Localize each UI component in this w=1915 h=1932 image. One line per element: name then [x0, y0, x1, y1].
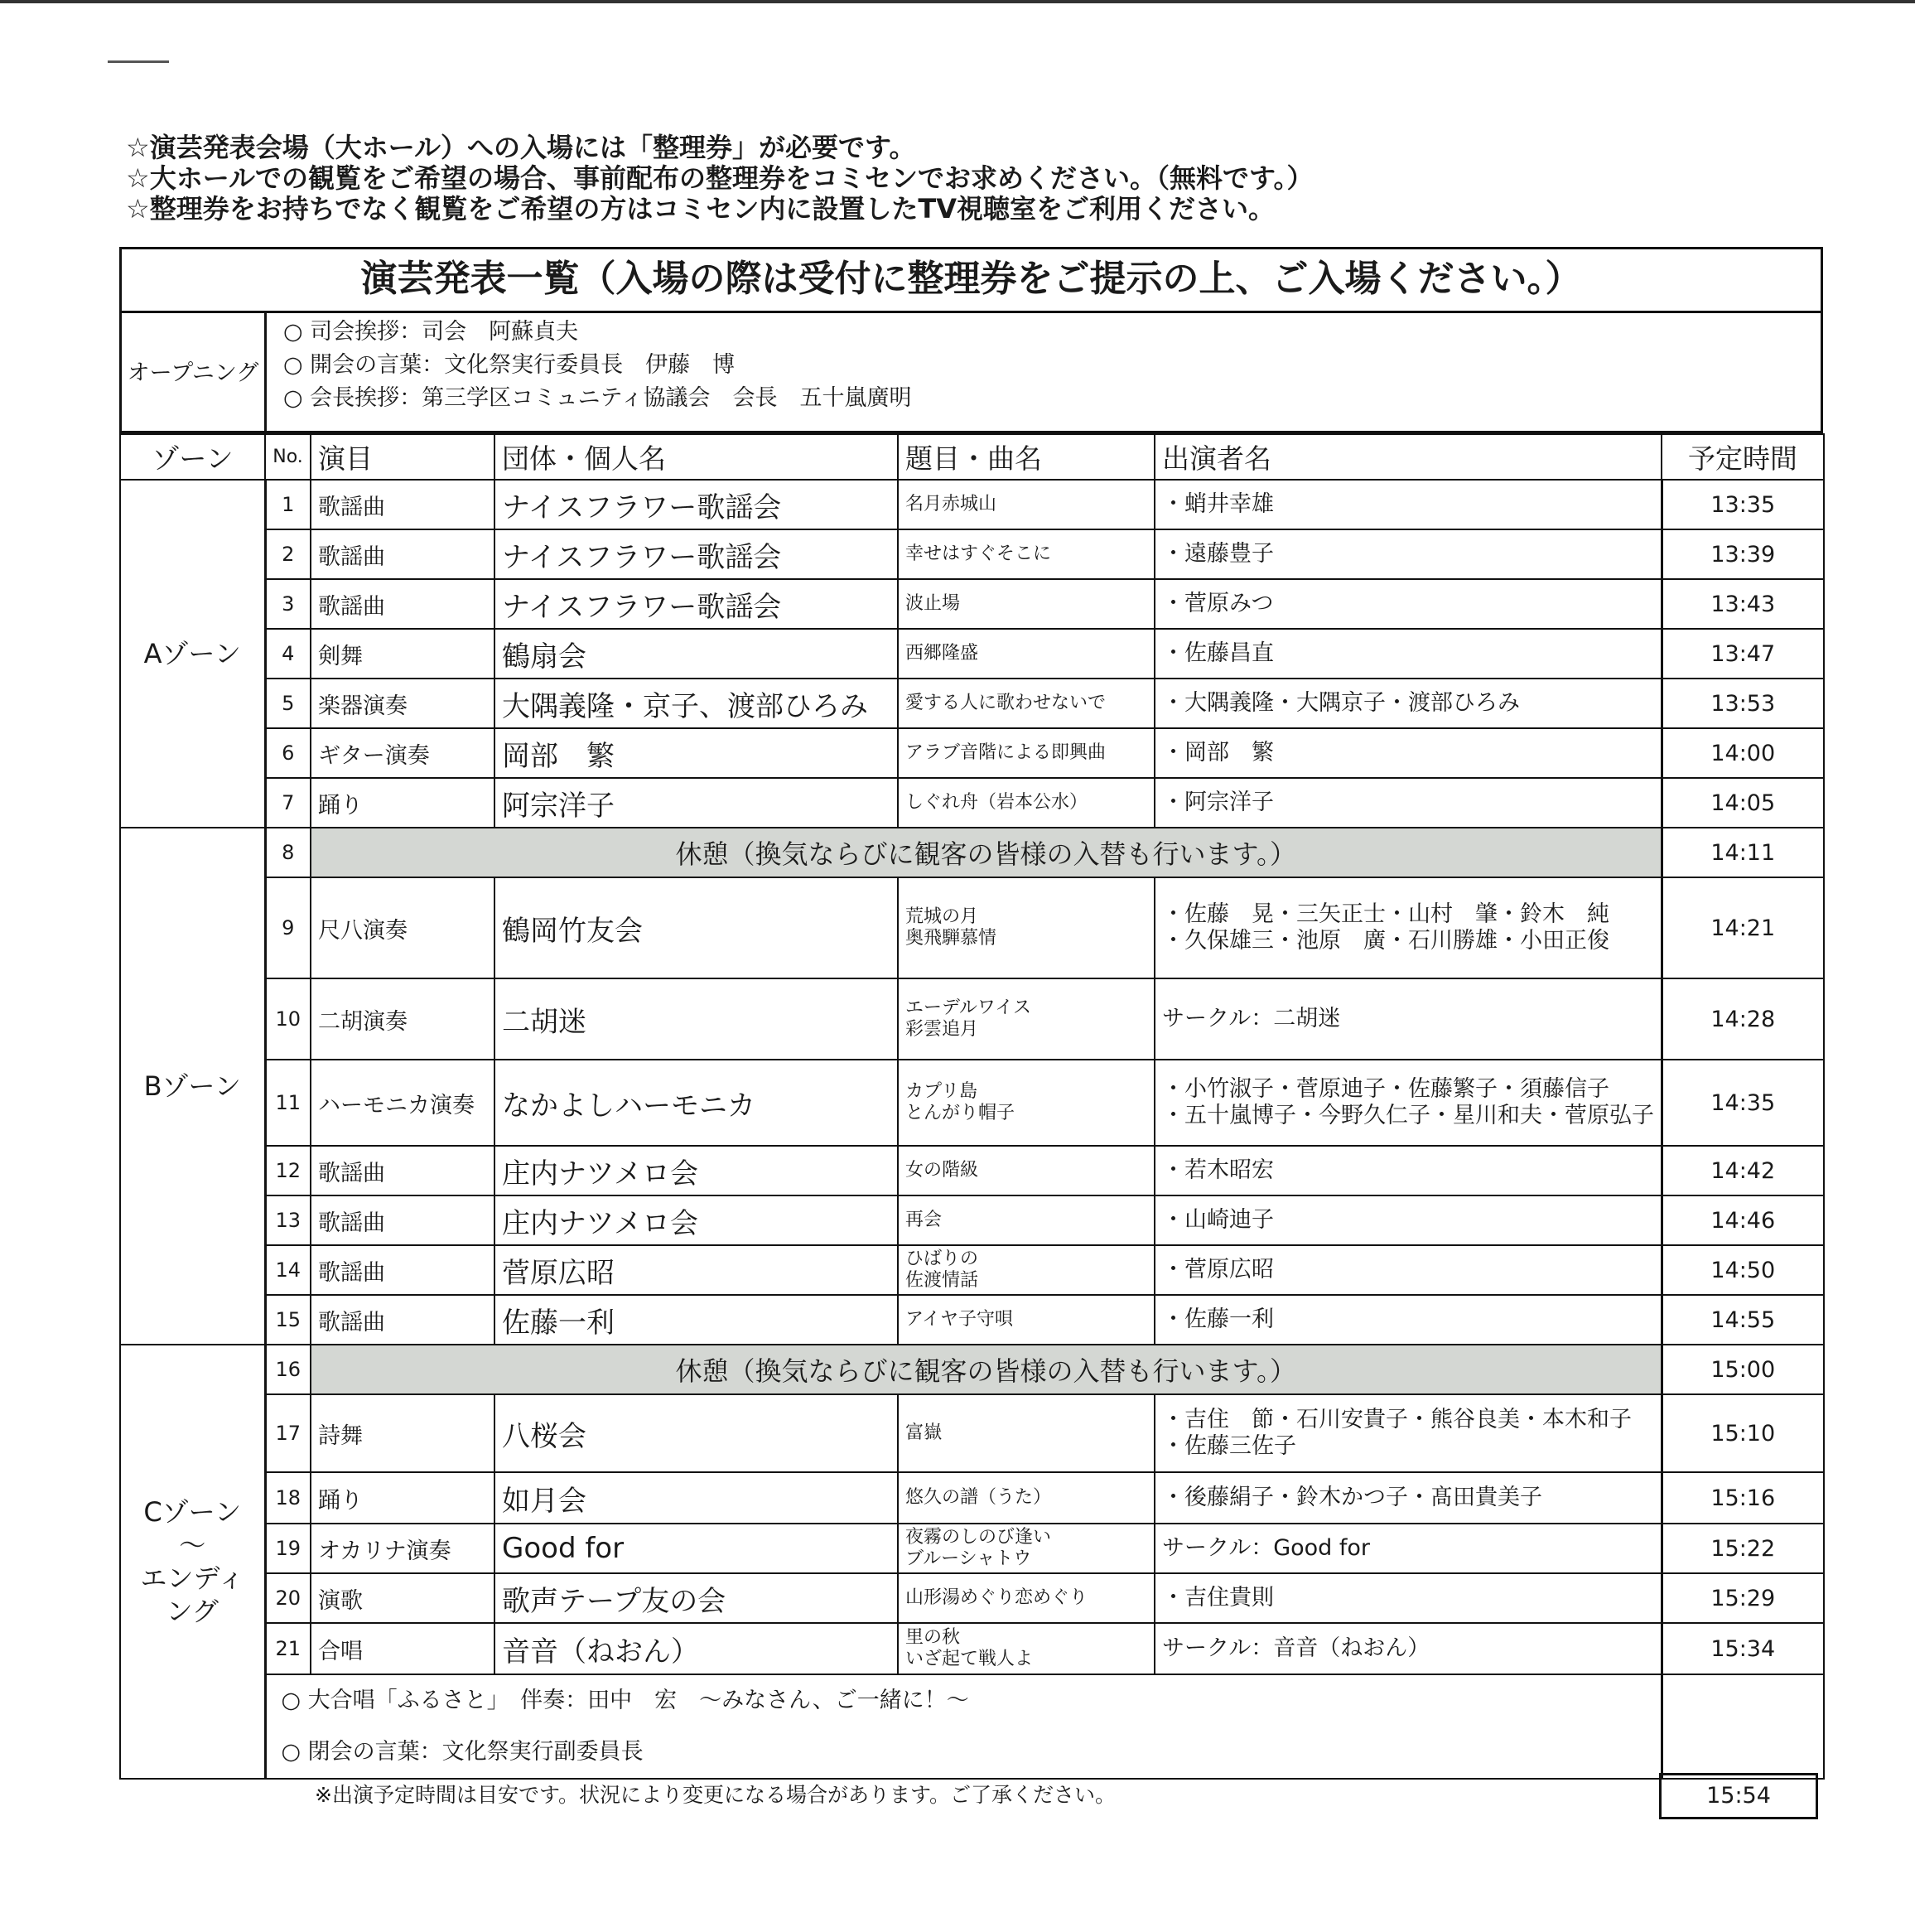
closing-line: ○ 閉会の言葉：文化祭実行副委員長 — [281, 1739, 644, 1765]
closing-line: ○ 大合唱「ふるさと」 伴奏：田中 宏 ～みなさん、ご一緒に！～ — [281, 1688, 969, 1713]
row-no: 19 — [265, 1524, 311, 1573]
table-row — [120, 1245, 1824, 1295]
row-title-line: エーデルワイス — [905, 997, 1032, 1018]
row-performer-line: ・遠藤豊子 — [1162, 541, 1274, 567]
table-row — [120, 877, 1824, 978]
row-performer-line: サークル：二胡迷 — [1162, 1006, 1341, 1031]
row-performer-line: ・若木昭宏 — [1162, 1157, 1274, 1183]
header-zone: ゾーン — [120, 434, 265, 480]
row-no: 3 — [265, 579, 311, 629]
row-performer-line: ・後藤絹子・鈴木かつ子・髙田貴美子 — [1162, 1485, 1542, 1510]
row-no: 1 — [265, 480, 311, 529]
row-performer-line: ・大隅義隆・大隅京子・渡部ひろみ — [1162, 690, 1520, 716]
row-title-line: 山形湯めぐり恋めぐり — [905, 1587, 1088, 1608]
table-row — [120, 1524, 1824, 1573]
row-no: 21 — [265, 1623, 311, 1674]
closing-items — [265, 1674, 1662, 1779]
row-genre: オカリナ演奏 — [311, 1524, 494, 1573]
row-group: 菅原広昭 — [494, 1245, 898, 1295]
row-title-line: 再会 — [905, 1210, 943, 1230]
row-performer-line: ・五十嵐博子・今野久仁子・星川和夫・菅原弘子 — [1162, 1103, 1654, 1128]
zone-label-line: エンディング — [140, 1563, 244, 1627]
row-performers — [1155, 1195, 1662, 1245]
row-time: 15:22 — [1662, 1524, 1824, 1573]
row-no: 9 — [265, 877, 311, 978]
row-genre: 踊り — [311, 778, 494, 828]
header-time: 予定時間 — [1662, 434, 1824, 480]
table-row — [120, 1573, 1824, 1623]
row-performer-line: ・阿宗洋子 — [1162, 790, 1274, 815]
row-group: 鶴扇会 — [494, 629, 898, 679]
row-no: 12 — [265, 1146, 311, 1195]
row-title-line: 奥飛騨慕情 — [905, 928, 997, 949]
table-row — [120, 778, 1824, 828]
row-performers — [1155, 728, 1662, 778]
page-top-edge — [0, 0, 1915, 3]
zone-label-line: ～ — [179, 1529, 206, 1561]
break-label: 休憩（換気ならびに観客の皆様の入替も行います。） — [311, 828, 1662, 877]
row-performers — [1155, 1394, 1662, 1472]
row-performers — [1155, 529, 1662, 579]
row-title — [898, 579, 1155, 629]
row-title-line: ひばりの — [905, 1249, 979, 1269]
row-title — [898, 529, 1155, 579]
row-group: 歌声テープ友の会 — [494, 1573, 898, 1623]
table-row — [120, 529, 1824, 579]
program-body — [120, 480, 1824, 1779]
table-row — [120, 480, 1824, 529]
row-time: 14:05 — [1662, 778, 1824, 828]
row-genre: 剣舞 — [311, 629, 494, 679]
row-time: 14:21 — [1662, 877, 1824, 978]
program-table — [119, 433, 1825, 1780]
row-group: 鶴岡竹友会 — [494, 877, 898, 978]
table-row — [120, 579, 1824, 629]
notice-line: ☆整理券をお持ちでなく観覧をご希望の方はコミセン内に設置したTV視聴室をご利用ください。 — [126, 193, 1275, 225]
row-title-line: 女の階級 — [905, 1160, 979, 1181]
row-genre: 二胡演奏 — [311, 978, 494, 1060]
row-genre: 歌謡曲 — [311, 1195, 494, 1245]
row-genre: 歌謡曲 — [311, 480, 494, 529]
row-group: 庄内ナツメロ会 — [494, 1195, 898, 1245]
row-performer-line: ・佐藤昌直 — [1162, 640, 1274, 666]
row-title — [898, 1623, 1155, 1674]
row-genre: 歌謡曲 — [311, 1245, 494, 1295]
row-genre: 楽器演奏 — [311, 679, 494, 728]
row-performers — [1155, 1295, 1662, 1345]
row-time: 14:35 — [1662, 1060, 1824, 1146]
opening-line: ○ 会長挨拶：第三学区コミュニティ協議会 会長 五十嵐廣明 — [283, 385, 912, 411]
row-no: 15 — [265, 1295, 311, 1345]
table-row — [120, 1623, 1824, 1674]
row-title — [898, 1472, 1155, 1524]
row-group: 如月会 — [494, 1472, 898, 1524]
table-row — [120, 1295, 1824, 1345]
row-genre: 歌謡曲 — [311, 1295, 494, 1345]
row-title-line: いざ起て戦人よ — [905, 1649, 1034, 1669]
row-performer-line: ・菅原広昭 — [1162, 1257, 1274, 1282]
row-no: 7 — [265, 778, 311, 828]
table-row — [120, 679, 1824, 728]
header-title: 題目・曲名 — [898, 434, 1155, 480]
row-time: 15:29 — [1662, 1573, 1824, 1623]
row-performers — [1155, 1245, 1662, 1295]
header-group: 団体・個人名 — [494, 434, 898, 480]
row-title-line: 愛する人に歌わせないで — [905, 693, 1107, 713]
table-row — [120, 1146, 1824, 1195]
row-title-line: 悠久の譜（うた） — [905, 1487, 1052, 1508]
row-no: 2 — [265, 529, 311, 579]
row-no: 13 — [265, 1195, 311, 1245]
row-performers — [1155, 679, 1662, 728]
row-group: 八桜会 — [494, 1394, 898, 1472]
row-performers — [1155, 1060, 1662, 1146]
row-genre: 詩舞 — [311, 1394, 494, 1472]
row-time: 15:10 — [1662, 1394, 1824, 1472]
row-performer-line: ・佐藤三佐子 — [1162, 1433, 1296, 1459]
row-title-line: とんがり帽子 — [905, 1103, 1015, 1123]
row-time: 14:00 — [1662, 728, 1824, 778]
break-label: 休憩（換気ならびに観客の皆様の入替も行います。） — [311, 1345, 1662, 1394]
row-time: 13:47 — [1662, 629, 1824, 679]
zone-label-c — [120, 1345, 265, 1779]
row-time: 14:50 — [1662, 1245, 1824, 1295]
row-title-line: 波止場 — [905, 593, 961, 614]
row-performers — [1155, 1573, 1662, 1623]
row-title — [898, 1146, 1155, 1195]
row-title-line: カプリ島 — [905, 1081, 978, 1102]
row-title-line: 夜霧のしのび逢い — [905, 1527, 1052, 1548]
row-performer-line: ・小竹淑子・菅原迪子・佐藤繁子・須藤信子 — [1162, 1076, 1609, 1102]
row-group: ナイスフラワー歌謡会 — [494, 579, 898, 629]
table-row — [120, 728, 1824, 778]
row-group: Good for — [494, 1524, 898, 1573]
row-time: 14:42 — [1662, 1146, 1824, 1195]
row-title — [898, 1295, 1155, 1345]
row-performers — [1155, 877, 1662, 978]
row-group: 二胡迷 — [494, 978, 898, 1060]
row-title-line: 名月赤城山 — [905, 494, 997, 514]
row-genre: 歌謡曲 — [311, 579, 494, 629]
footnote: ※出演予定時間は目安です。状況により変更になる場合があります。ご了承ください。 — [315, 1783, 1116, 1807]
row-performer-line: ・久保雄三・池原 廣・石川勝雄・小田正俊 — [1162, 928, 1609, 954]
row-title — [898, 679, 1155, 728]
row-title — [898, 1394, 1155, 1472]
row-no: 20 — [265, 1573, 311, 1623]
table-row — [120, 1394, 1824, 1472]
row-genre: ハーモニカ演奏 — [311, 1060, 494, 1146]
row-genre: 歌謡曲 — [311, 1146, 494, 1195]
row-title-line: 西郷隆盛 — [905, 643, 979, 664]
row-title — [898, 978, 1155, 1060]
row-performer-line: ・蛸井幸雄 — [1162, 491, 1274, 517]
row-performers — [1155, 1623, 1662, 1674]
row-title — [898, 728, 1155, 778]
row-title-line: しぐれ舟（岩本公水） — [905, 792, 1088, 813]
header-no: No. — [265, 434, 311, 480]
row-title-line: アラブ音階による即興曲 — [905, 742, 1107, 763]
opening-lines — [283, 316, 911, 415]
row-no: 10 — [265, 978, 311, 1060]
row-performers — [1155, 480, 1662, 529]
table-row — [120, 1472, 1824, 1524]
closing-row — [120, 1674, 1824, 1779]
row-genre: 尺八演奏 — [311, 877, 494, 978]
row-time: 14:28 — [1662, 978, 1824, 1060]
row-genre: 踊り — [311, 1472, 494, 1524]
row-genre: 歌謡曲 — [311, 529, 494, 579]
opening-section — [119, 311, 1823, 433]
table-row — [120, 1195, 1824, 1245]
row-group: なかよしハーモニカ — [494, 1060, 898, 1146]
row-title-line: 幸せはすぐそこに — [905, 543, 1052, 564]
zone-label-b: Bゾーン — [120, 828, 265, 1345]
row-time: 13:53 — [1662, 679, 1824, 728]
row-performer-line: ・佐藤一利 — [1162, 1307, 1274, 1332]
row-title-line: 彩雲追月 — [905, 1019, 979, 1040]
row-performer-line: ・菅原みつ — [1162, 591, 1274, 616]
header-row — [120, 434, 1824, 480]
row-performers — [1155, 579, 1662, 629]
row-time: 13:35 — [1662, 480, 1824, 529]
row-title — [898, 1245, 1155, 1295]
row-group: 佐藤一利 — [494, 1295, 898, 1345]
row-time: 13:43 — [1662, 579, 1824, 629]
row-title — [898, 877, 1155, 978]
row-no: 16 — [265, 1345, 311, 1394]
row-performers — [1155, 1472, 1662, 1524]
row-title-line: 佐渡情話 — [905, 1270, 979, 1291]
row-title-line: 里の秋 — [905, 1627, 961, 1648]
row-title-line: アイヤ子守唄 — [905, 1309, 1014, 1330]
break-row — [120, 828, 1824, 877]
header-performers: 出演者名 — [1155, 434, 1662, 480]
opening-label: オープニング — [122, 311, 267, 431]
zone-label-line: Cゾーン — [143, 1496, 242, 1528]
row-group: 庄内ナツメロ会 — [494, 1146, 898, 1195]
table-row — [120, 978, 1824, 1060]
row-performer-line: ・吉住貴則 — [1162, 1585, 1274, 1611]
row-group: ナイスフラワー歌謡会 — [494, 480, 898, 529]
row-title — [898, 778, 1155, 828]
row-performers — [1155, 629, 1662, 679]
row-group: 岡部 繁 — [494, 728, 898, 778]
notice-block — [126, 133, 1314, 225]
row-performer-line: ・吉住 節・石川安貴子・熊谷良美・本木和子 — [1162, 1407, 1632, 1432]
row-no: 18 — [265, 1472, 311, 1524]
row-performer-line: ・岡部 繁 — [1162, 740, 1274, 766]
row-performers — [1155, 1146, 1662, 1195]
row-title — [898, 480, 1155, 529]
notice-line: ☆演芸発表会場（大ホール）への入場には「整理券」が必要です。 — [126, 132, 916, 163]
row-performer-line: サークル：音音（ねおん） — [1162, 1635, 1430, 1661]
closing-time-blank — [1662, 1674, 1824, 1779]
opening-line: ○ 開会の言葉：文化祭実行委員長 伊藤 博 — [283, 352, 736, 378]
row-group: 阿宗洋子 — [494, 778, 898, 828]
row-title — [898, 1524, 1155, 1573]
notice-line: ☆大ホールでの観覧をご希望の場合、事前配布の整理券をコミセンでお求めください。（無料です。） — [126, 162, 1314, 194]
row-title — [898, 1573, 1155, 1623]
row-title-line: 富嶽 — [905, 1422, 943, 1443]
table-row — [120, 629, 1824, 679]
row-no: 4 — [265, 629, 311, 679]
row-genre: ギター演奏 — [311, 728, 494, 778]
row-time: 14:55 — [1662, 1295, 1824, 1345]
opening-line: ○ 司会挨拶：司会 阿蘇貞夫 — [283, 319, 579, 345]
row-no: 17 — [265, 1394, 311, 1472]
row-performers — [1155, 1524, 1662, 1573]
row-time: 13:39 — [1662, 529, 1824, 579]
row-group: 音音（ねおん） — [494, 1623, 898, 1674]
row-group: 大隅義隆・京子、渡部ひろみ — [494, 679, 898, 728]
row-no: 5 — [265, 679, 311, 728]
final-time: 15:54 — [1659, 1773, 1818, 1819]
row-no: 8 — [265, 828, 311, 877]
row-no: 11 — [265, 1060, 311, 1146]
row-title-line: ブルーシャトウ — [905, 1548, 1032, 1569]
row-performer-line: ・山崎迪子 — [1162, 1207, 1274, 1233]
table-row — [120, 1060, 1824, 1146]
row-performers — [1155, 978, 1662, 1060]
row-performers — [1155, 778, 1662, 828]
row-performer-line: サークル：Good for — [1162, 1535, 1370, 1561]
row-genre: 演歌 — [311, 1573, 494, 1623]
row-time: 14:11 — [1662, 828, 1824, 877]
row-time: 15:34 — [1662, 1623, 1824, 1674]
row-title — [898, 1060, 1155, 1146]
row-no: 14 — [265, 1245, 311, 1295]
row-performer-line: ・佐藤 晃・三矢正士・山村 肇・鈴木 純 — [1162, 901, 1609, 927]
row-title — [898, 1195, 1155, 1245]
row-group: ナイスフラワー歌謡会 — [494, 529, 898, 579]
row-time: 15:16 — [1662, 1472, 1824, 1524]
header-genre: 演目 — [311, 434, 494, 480]
row-title — [898, 629, 1155, 679]
corner-dash — [108, 60, 169, 63]
break-row — [120, 1345, 1824, 1394]
row-genre: 合唱 — [311, 1623, 494, 1674]
program-title: 演芸発表一覧（入場の際は受付に整理券をご提示の上、ご入場ください。） — [119, 247, 1823, 313]
row-no: 6 — [265, 728, 311, 778]
row-time: 14:46 — [1662, 1195, 1824, 1245]
zone-label-a: Aゾーン — [120, 480, 265, 828]
row-title-line: 荒城の月 — [905, 906, 979, 927]
row-time: 15:00 — [1662, 1345, 1824, 1394]
